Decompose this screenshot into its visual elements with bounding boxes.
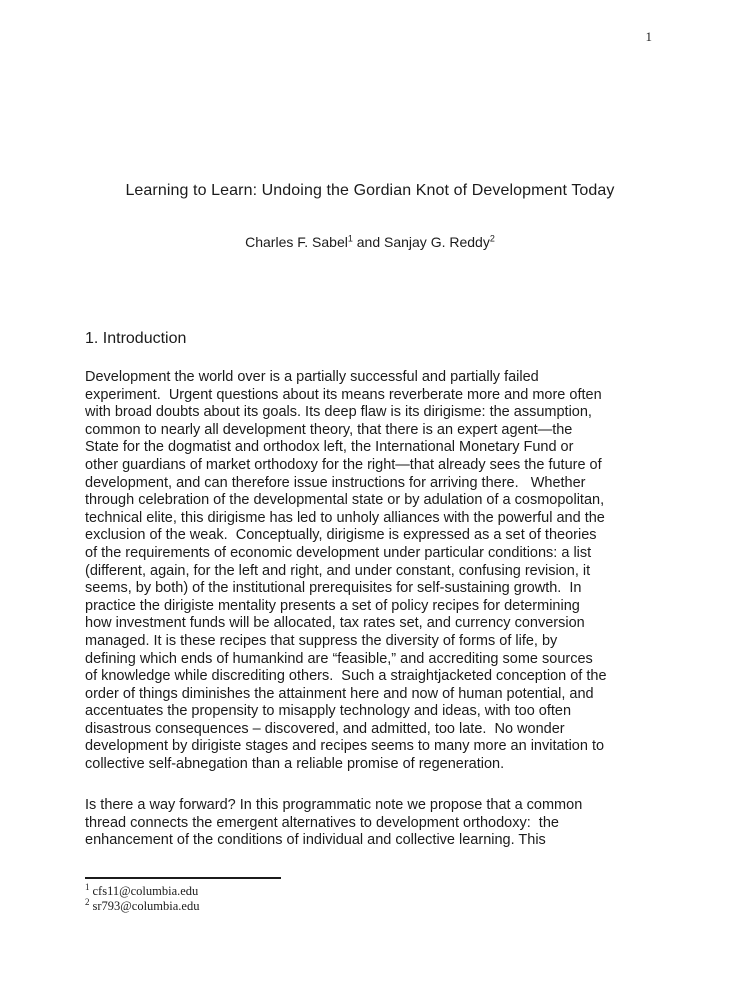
text-line: development by dirigiste stages and recipes seems to many more an invitation to [85,738,605,755]
text-line: of knowledge while discrediting others. Such a straightjacketed conception of the [85,668,607,685]
authors-connector: and [352,234,384,250]
text-line: with broad doubts about its goals. Its deep flaw is its dirigisme: the assumption, [85,404,592,421]
page-number: 1 [645,29,652,44]
text-line: development, and can therefore issue instructions for arriving there. Whether [85,474,586,491]
text-line: collective self-abnegation than a reliable promise of regeneration. [85,756,505,773]
footnote-separator-rule [85,877,281,879]
text-line: Is there a way forward? In this programmatic note we propose that a common [85,797,583,813]
author-1-footnote-marker: 1 [347,233,353,244]
footnote-2-marker: 2 [85,896,90,907]
text-line: how investment funds will be allocated, tax rates set, and currency conversion [85,615,585,632]
text-line: technical elite, this dirigisme has led to unholy alliances with the powerful and the [85,509,605,526]
author-2-name: Sanjay G. Reddy [384,234,490,250]
paragraph-2 [85,797,582,850]
text-line: disastrous consequences – discovered, and admitted, too late. No wonder [85,720,565,737]
text-line: accentuates the propensity to misapply technology and ideas, with too often [85,703,572,720]
paragraph-1 [85,369,607,774]
text-line: enhancement of the conditions of individual and collective learning. This [85,832,546,849]
text-line: common to nearly all development theory, that there is an expert agent—the [85,421,573,438]
footnote-1-text: cfs11@columbia.edu [92,884,199,898]
text-line: (different, again, for the left and right, and under constant, confusing revision, it [85,562,591,579]
text-line: order of things diminishes the attainment here and now of human potential, and [85,685,594,702]
text-line: of the requirements of economic development under particular conditions: a list [85,544,592,561]
text-line: seems, by both) of the institutional prerequisites for self-sustaining growth. In [85,580,582,597]
section-heading: 1. Introduction [85,330,187,347]
authors-line [0,234,740,250]
text-line: State for the dogmatist and orthodox left, the International Monetary Fund or [85,439,574,456]
text-line: other guardians of market orthodoxy for the right—that already sees the future of [85,456,602,473]
footnote-2 [85,896,200,914]
footnote-2-text: sr793@columbia.edu [92,899,200,913]
author-2-footnote-marker: 2 [489,233,495,244]
text-line: thread connects the emergent alternatives to development orthodoxy: the [85,814,559,831]
footnotes-block [85,881,200,914]
text-line: experiment. Urgent questions about its means reverberate more and more often [85,386,602,403]
paper-title: Learning to Learn: Undoing the Gordian Knot of Development Today [125,182,615,199]
text-line: Development the world over is a partially successful and partially failed [85,369,539,385]
text-line: through celebration of the developmental state or by adulation of a cosmopolitan, [85,492,605,509]
footnote-1-marker: 1 [85,881,90,892]
text-line: exclusion of the weak. Conceptually, dirigisme is expressed as a set of theories [85,527,597,544]
footnote-1 [85,881,199,899]
text-line: managed. It is these recipes that suppress the diversity of forms of life, by [85,632,558,649]
text-line: practice the dirigiste mentality presents a set of policy recipes for determining [85,597,580,614]
author-1-name: Charles F. Sabel [245,234,348,250]
text-line: defining which ends of humankind are “feasible,” and accrediting some sources [85,650,593,667]
